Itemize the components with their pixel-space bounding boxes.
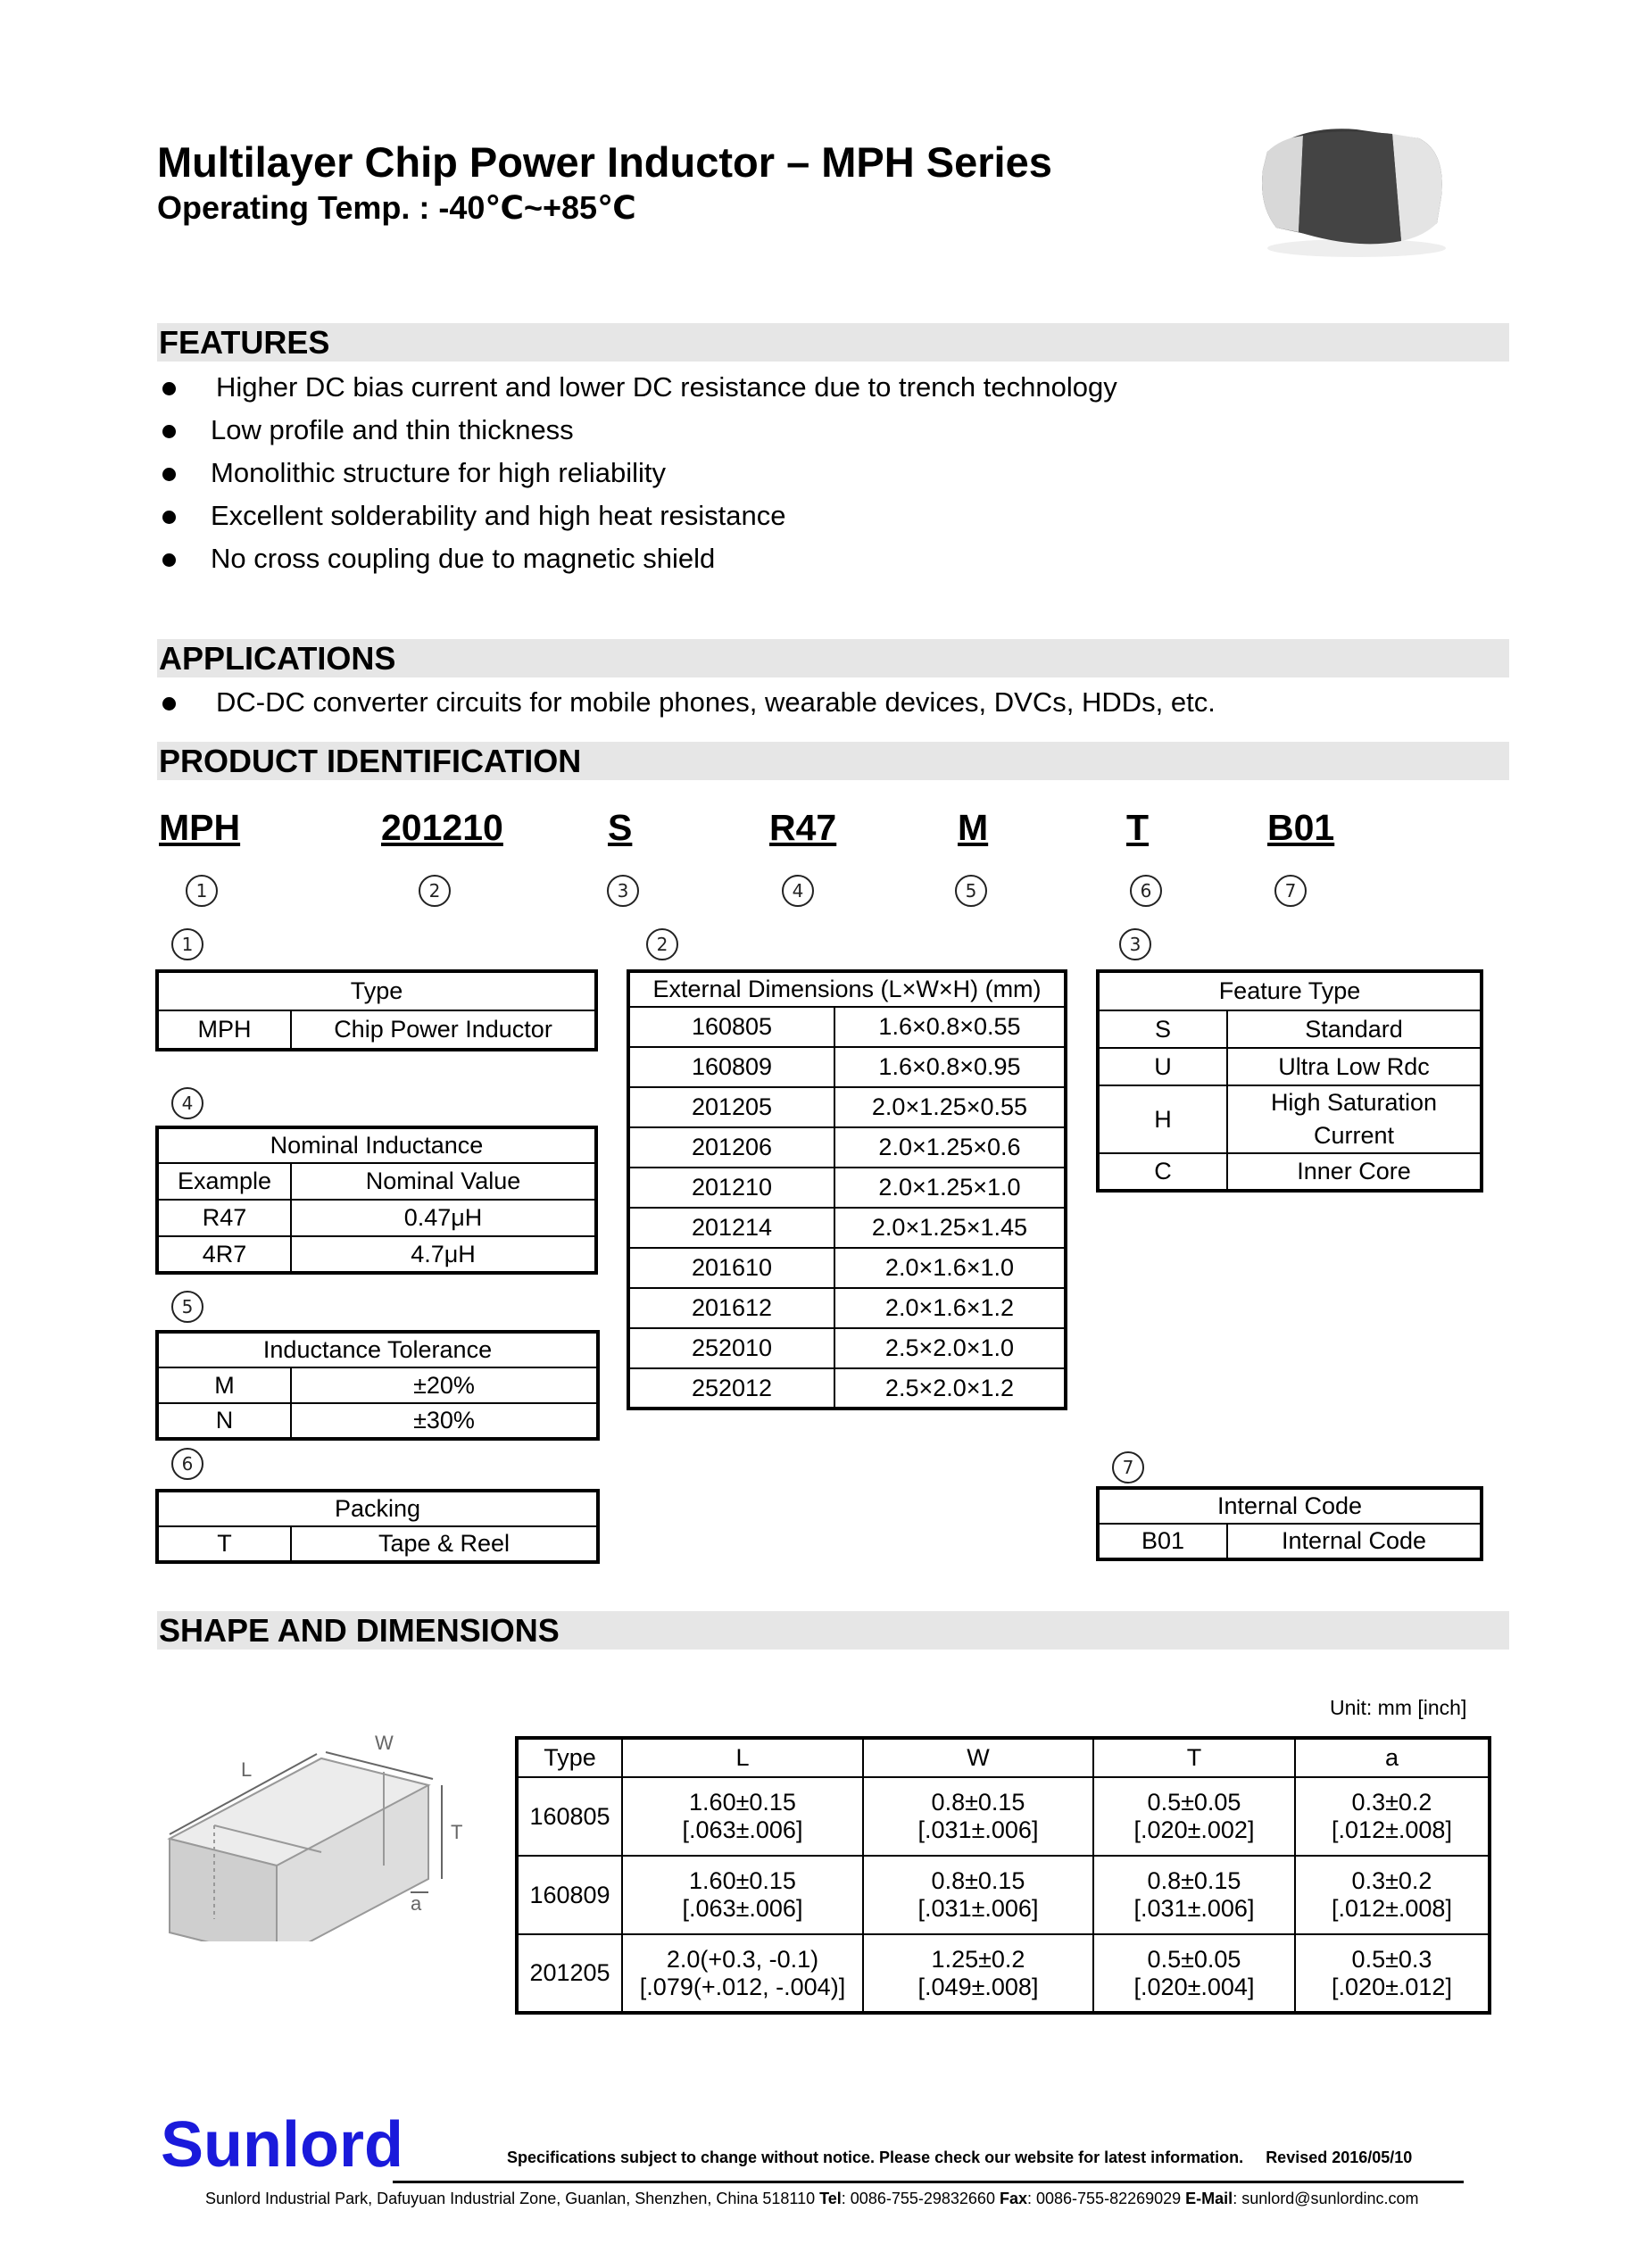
packing-table: Packing T Tape & Reel: [155, 1489, 600, 1564]
number-4-icon: 4: [782, 875, 814, 907]
footer-address: Sunlord Industrial Park, Dafuyuan Industrial Zone, Guanlan, Shenzhen, China 518110 Tel: 0086-755-29832660 Fax: 0086-755-82269029 E-Mail: sunlord@sunlordinc.com: [205, 2190, 1419, 2207]
brand-logo: Sunlord: [161, 2109, 403, 2181]
diagram-label-w: W: [375, 1732, 394, 1754]
number-1-icon: 1: [186, 875, 218, 907]
shape-dimensions-table: Type L W T a 160805 1.60±0.15 [.063±.006] 0.8±0.15 [.031±.006] 0.5±0.05 [.020±.002] 0.3±0.2 [.012±.008] 160809 1.60±0.15 [.063±.006] 0.8±0.15 [.031±.006] 0.8±0.15 [.031±.006] 0.3±0.2 [.012±.008] 201205 2.0(+0.3, -0.1) [.079(+.012, -.004)] 1.25±0.2 [.049±.008] 0.5±0.05 [.020±.004] 0.5±0.3 [.020±.012]: [515, 1736, 1491, 2015]
unit-label: Unit: mm [inch]: [1330, 1696, 1467, 1719]
type-table: Type MPH Chip Power Inductor: [155, 969, 598, 1051]
shape-heading: SHAPE AND DIMENSIONS: [159, 1612, 560, 1649]
list-item: Monolithic structure for high reliability: [159, 452, 1117, 495]
applications-list: [159, 681, 1216, 724]
tolerance-table: Inductance Tolerance M ±20% N ±30%: [155, 1330, 600, 1441]
chip-dimension-diagram: [152, 1700, 482, 1941]
dimensions-table: External Dimensions (L×W×H) (mm) 160805 1.6×0.8×0.55 160809 1.6×0.8×0.95 201205 2.0×1.25×0.55 201206 2.0×1.25×0.6 201210 2.0×1.25×1.0 201214 2.0×1.25×1.45 201610 2.0×1.6×1.0 201612 2.0×1.6×1.2 252010 2.5×2.0×1.0 252012 2.5×2.0×1.2: [627, 969, 1067, 1410]
number-5-icon: 5: [171, 1291, 203, 1323]
number-7-icon: 7: [1274, 875, 1307, 907]
pid-code-inductance: R47: [769, 807, 837, 848]
internal-code-table: Internal Code B01 Internal Code: [1096, 1486, 1483, 1561]
page-title: Multilayer Chip Power Inductor – MPH Series: [157, 138, 1052, 186]
pid-code-tolerance: M: [958, 807, 989, 848]
features-bar: [157, 323, 1509, 362]
number-7-icon: 7: [1112, 1451, 1144, 1484]
revised-date: Revised 2016/05/10: [1266, 2148, 1413, 2166]
table-row: 160805 1.60±0.15 [.063±.006] 0.8±0.15 [.031±.006] 0.5±0.05 [.020±.002] 0.3±0.2 [.012±.008]: [517, 1777, 1490, 1856]
list-item: DC-DC converter circuits for mobile phones, wearable devices, DVCs, HDDs, etc.: [159, 681, 1216, 724]
diagram-label-t: T: [451, 1821, 463, 1843]
number-6-icon: 6: [1130, 875, 1162, 907]
product-id-heading: PRODUCT IDENTIFICATION: [159, 743, 582, 779]
list-item: Low profile and thin thickness: [159, 409, 1117, 452]
table-row: 160809 1.60±0.15 [.063±.006] 0.8±0.15 [.031±.006] 0.8±0.15 [.031±.006] 0.3±0.2 [.012±.008]: [517, 1856, 1490, 1934]
features-heading: FEATURES: [159, 324, 330, 361]
inductance-table: Nominal Inductance Example Nominal Value R47 0.47μH 4R7 4.7μH: [155, 1126, 598, 1275]
number-2-icon: 2: [419, 875, 451, 907]
diagram-label-l: L: [241, 1758, 253, 1781]
diagram-label-a: a: [411, 1892, 422, 1915]
list-item: No cross coupling due to magnetic shield: [159, 537, 1117, 580]
list-item: Excellent solderability and high heat resistance: [159, 495, 1117, 537]
applications-heading: APPLICATIONS: [159, 640, 396, 677]
footer-notice: Specifications subject to change without notice. Please check our website for latest information. Revised 2016/05/10: [507, 2148, 1413, 2166]
number-3-icon: 3: [1119, 928, 1151, 960]
footer-divider: [393, 2181, 1464, 2183]
number-2-icon: 2: [646, 928, 678, 960]
number-6-icon: 6: [171, 1448, 203, 1480]
number-4-icon: 4: [171, 1087, 203, 1119]
pid-code-internal: B01: [1267, 807, 1335, 848]
number-3-icon: 3: [607, 875, 639, 907]
number-5-icon: 5: [955, 875, 987, 907]
page-subtitle: Operating Temp. : -40℃~+85℃: [157, 189, 636, 226]
pid-code-packing: T: [1126, 807, 1150, 848]
pid-code-type: MPH: [159, 807, 241, 848]
pid-code-dimensions: 201210: [381, 807, 503, 848]
table-row: 201205 2.0(+0.3, -0.1) [.079(+.012, -.004)] 1.25±0.2 [.049±.008] 0.5±0.05 [.020±.004] 0.5±0.3 [.020±.012]: [517, 1934, 1490, 2013]
number-1-icon: 1: [171, 928, 203, 960]
features-list: [159, 366, 1117, 580]
pid-code-feature: S: [608, 807, 633, 848]
feature-type-table: Feature Type S Standard U Ultra Low Rdc H High Saturation Current C Inner Core: [1096, 969, 1483, 1193]
list-item: Higher DC bias current and lower DC resistance due to trench technology: [159, 366, 1117, 409]
chip-inductor-image: [1249, 116, 1455, 259]
